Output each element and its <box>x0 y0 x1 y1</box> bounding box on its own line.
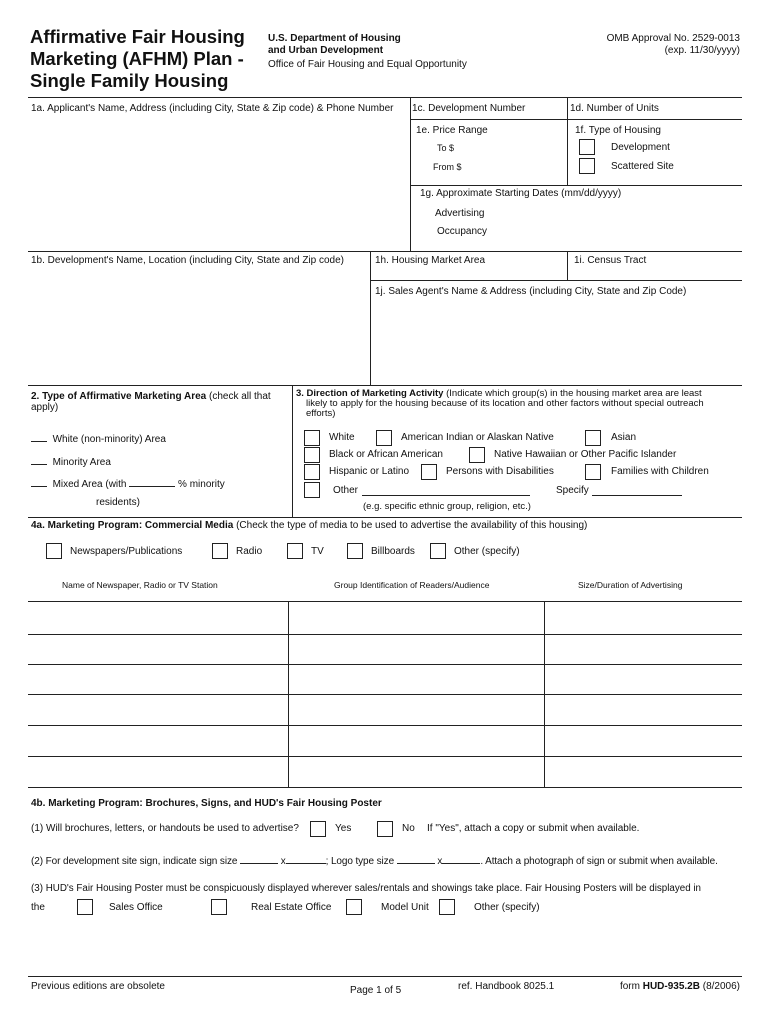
development-label: Development <box>611 142 670 153</box>
other-group-blank[interactable] <box>362 495 530 496</box>
tv-label: TV <box>311 546 324 557</box>
section-3-heading-bold: 3. Direction of Marketing Activity <box>296 388 444 399</box>
section-4b-heading: 4b. Marketing Program: Brochures, Signs, and HUD's Fair Housing Poster <box>31 798 382 809</box>
footer-obsolete: Previous editions are obsolete <box>31 981 165 992</box>
q1-note: If "Yes", attach a copy or submit when available. <box>427 823 640 834</box>
families-label: Families with Children <box>611 466 709 477</box>
white-area-blank[interactable] <box>31 431 47 442</box>
column-header-audience: Group Identification of Readers/Audience <box>334 580 490 590</box>
title-line-1: Affirmative Fair Housing <box>30 26 245 47</box>
field-1a-label: 1a. Applicant's Name, Address (including City, State & Zip code) & Phone Number <box>31 103 394 114</box>
q3-the: the <box>31 902 45 913</box>
section-2-heading-line2: apply) <box>31 402 59 413</box>
minority-area-blank[interactable] <box>31 454 47 465</box>
section-3-heading-rest: (Indicate which group(s) in the housing market area are least <box>443 388 702 399</box>
radio-checkbox[interactable] <box>212 543 228 559</box>
model-unit-checkbox[interactable] <box>346 899 362 915</box>
field-1b-label: 1b. Development's Name, Location (including City, State and Zip code) <box>31 255 344 266</box>
mixed-percent-label: % minority <box>178 479 225 490</box>
mixed-area-blank[interactable] <box>31 476 47 487</box>
minority-area-label: Minority Area <box>52 457 111 468</box>
field-1g-label: 1g. Approximate Starting Dates (mm/dd/yyyy) <box>420 188 622 199</box>
section-2-heading-rest: (check all that <box>206 391 271 402</box>
residents-label: residents) <box>96 497 140 508</box>
section-4a-heading-rest: (Check the type of media to be used to advertise the availability of this housing) <box>233 520 588 531</box>
field-1d-label: 1d. Number of Units <box>570 103 659 114</box>
footer-form-number <box>620 981 740 992</box>
q2-x-2: x <box>437 856 443 867</box>
q2-text <box>31 853 718 867</box>
other-media-label: Other (specify) <box>454 546 520 557</box>
omb-number: OMB Approval No. 2529-0013 <box>606 33 740 44</box>
table-row-cells-station[interactable] <box>28 603 288 787</box>
white-label: White <box>329 432 355 443</box>
section-2-heading <box>31 391 289 413</box>
form-date: (8/2006) <box>699 981 740 992</box>
hawaiian-checkbox[interactable] <box>469 447 485 463</box>
specify-label: Specify <box>556 485 589 496</box>
office-name: Office of Fair Housing and Equal Opportunity <box>268 59 467 70</box>
mixed-percent-blank[interactable] <box>129 476 175 487</box>
footer-handbook: ref. Handbook 8025.1 <box>458 981 555 992</box>
sign-height-blank[interactable] <box>286 853 326 864</box>
column-header-size: Size/Duration of Advertising <box>578 580 683 590</box>
other-media-checkbox[interactable] <box>430 543 446 559</box>
other-group-label: Other <box>333 485 359 496</box>
brochures-no-checkbox[interactable] <box>377 821 393 837</box>
black-checkbox[interactable] <box>304 447 320 463</box>
advertising-label: Advertising <box>435 208 485 219</box>
q2-x-1: x <box>280 856 286 867</box>
families-checkbox[interactable] <box>585 464 601 480</box>
example-note: (e.g. specific ethnic group, religion, etc.) <box>363 501 531 512</box>
billboards-checkbox[interactable] <box>347 543 363 559</box>
field-1j-label: 1j. Sales Agent's Name & Address (including City, State and Zip Code) <box>375 286 687 297</box>
development-checkbox[interactable] <box>579 139 595 155</box>
tv-checkbox[interactable] <box>287 543 303 559</box>
sign-width-blank[interactable] <box>240 853 278 864</box>
section-4a-heading-bold: 4a. Marketing Program: Commercial Media <box>31 520 234 531</box>
price-to-label: To $ <box>437 143 455 153</box>
logo-height-blank[interactable] <box>442 853 480 864</box>
agency-line-2: and Urban Development <box>268 45 384 56</box>
field-1c-label: 1c. Development Number <box>412 103 526 114</box>
omb-approval <box>607 33 740 57</box>
agency-name <box>268 33 401 57</box>
field-1h-label: 1h. Housing Market Area <box>375 255 486 266</box>
scattered-site-checkbox[interactable] <box>579 158 595 174</box>
column-header-station: Name of Newspaper, Radio or TV Station <box>62 580 218 590</box>
price-from-label: From $ <box>433 162 462 172</box>
white-area-label: White (non-minority) Area <box>52 434 166 445</box>
hawaiian-label: Native Hawaiian or Other Pacific Islander <box>494 449 677 460</box>
title-line-2: Marketing (AFHM) Plan - <box>30 48 244 69</box>
model-unit-label: Model Unit <box>381 902 429 913</box>
q1-text: (1) Will brochures, letters, or handouts be used to advertise? <box>31 823 299 834</box>
real-estate-office-label: Real Estate Office <box>251 902 332 913</box>
other-group-checkbox[interactable] <box>304 482 320 498</box>
brochures-no-label: No <box>402 823 415 834</box>
form-title <box>30 26 245 92</box>
title-line-3: Single Family Housing <box>30 70 229 91</box>
table-row-cells-audience[interactable] <box>289 603 544 787</box>
field-1e-label: 1e. Price Range <box>416 125 488 136</box>
sales-office-checkbox[interactable] <box>77 899 93 915</box>
brochures-yes-checkbox[interactable] <box>310 821 326 837</box>
radio-label: Radio <box>236 546 263 557</box>
minority-area-option[interactable] <box>31 454 111 468</box>
billboards-label: Billboards <box>371 546 415 557</box>
american-indian-label: American Indian or Alaskan Native <box>401 432 554 443</box>
mixed-area-option[interactable] <box>31 476 225 490</box>
agency-line-1: U.S. Department of Housing <box>268 33 401 44</box>
section-2-heading-bold: 2. Type of Affirmative Marketing Area <box>31 391 207 402</box>
newspapers-checkbox[interactable] <box>46 543 62 559</box>
occupancy-label: Occupancy <box>437 226 488 237</box>
footer-page-number: Page 1 of 5 <box>350 985 402 996</box>
real-estate-office-checkbox[interactable] <box>211 899 227 915</box>
table-row-cells-size[interactable] <box>545 603 742 787</box>
field-1i-label: 1i. Census Tract <box>574 255 647 266</box>
disabilities-checkbox[interactable] <box>421 464 437 480</box>
specify-blank[interactable] <box>592 495 682 496</box>
disabilities-label: Persons with Disabilities <box>446 466 554 477</box>
brochures-yes-label: Yes <box>335 823 352 834</box>
section-3-heading-line2: likely to apply for the housing because of its location and other factors without special outreach <box>306 398 704 409</box>
scattered-site-label: Scattered Site <box>611 161 674 172</box>
form-prefix: form <box>619 981 643 992</box>
hispanic-checkbox[interactable] <box>304 464 320 480</box>
mixed-area-label: Mixed Area (with <box>52 479 127 490</box>
american-indian-checkbox[interactable] <box>376 430 392 446</box>
sales-office-label: Sales Office <box>109 902 163 913</box>
q2-attach-note: . Attach a photograph of sign or submit when available. <box>480 856 718 867</box>
asian-checkbox[interactable] <box>585 430 601 446</box>
white-area-option[interactable] <box>31 431 166 445</box>
other-poster-checkbox[interactable] <box>439 899 455 915</box>
section-3-heading-line3: efforts) <box>306 408 336 419</box>
q3-text: (3) HUD's Fair Housing Poster must be conspicuously displayed wherever sales/rentals and showings take place. Fair Housing Posters will be displayed in <box>31 883 702 894</box>
omb-expiration: (exp. 11/30/yyyy) <box>664 45 740 56</box>
section-3-heading <box>296 389 742 419</box>
black-label: Black or African American <box>329 449 443 460</box>
q2-sign-size-label: (2) For development site sign, indicate sign size <box>31 856 238 867</box>
asian-label: Asian <box>611 432 637 443</box>
q2-logo-size-label: ; Logo type size <box>325 856 395 867</box>
logo-width-blank[interactable] <box>397 853 435 864</box>
field-1f-label: 1f. Type of Housing <box>575 125 661 136</box>
section-4a-heading <box>31 520 587 531</box>
hispanic-label: Hispanic or Latino <box>329 466 410 477</box>
newspapers-label: Newspapers/Publications <box>70 546 183 557</box>
white-checkbox[interactable] <box>304 430 320 446</box>
other-poster-label: Other (specify) <box>474 902 540 913</box>
form-id: HUD-935.2B <box>642 981 700 992</box>
